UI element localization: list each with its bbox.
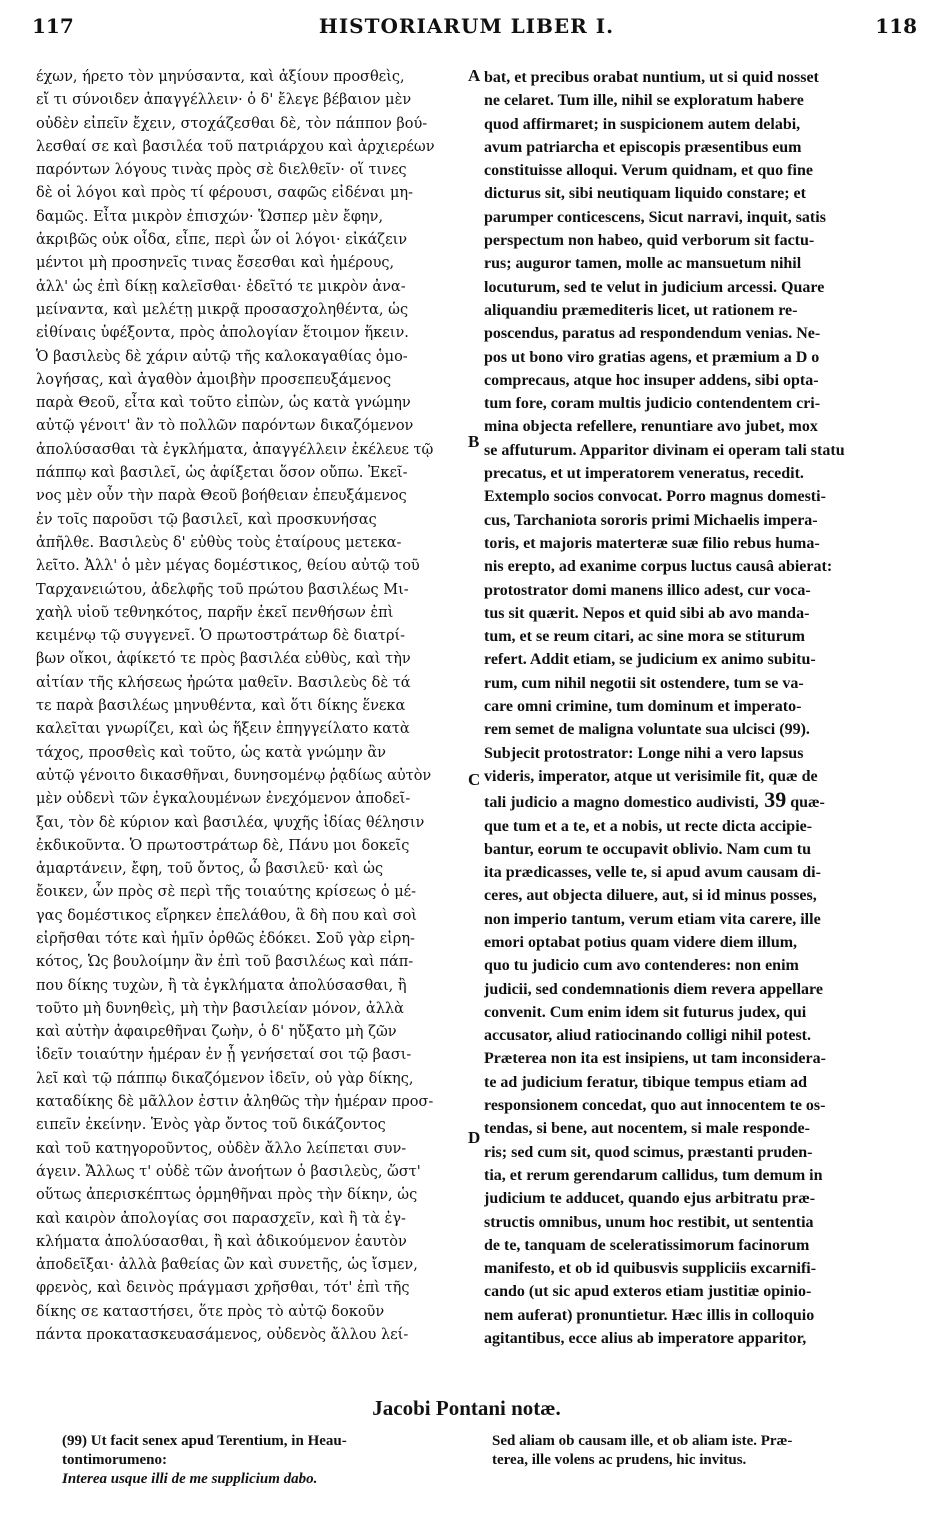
greek-text-line: ἐν τοῖς παροῦσι τῷ βασιλεῖ, καὶ προσκυνήσας [36,511,377,528]
margin-marker-a: A [468,66,481,85]
latin-text-line: quo tu judicio cum avo contenderes: non enim [484,957,799,975]
running-title: HISTORIARUM LIBER I. [318,14,615,38]
latin-text-line: tum, et se reum citari, ac sine mora se stiturum [484,628,805,646]
greek-text-line: φρενὸς, καὶ δεινὸς πράγμασι χρῆσθαι, τότ' ἐπὶ τῆς [36,1280,410,1297]
greek-text-line: παρόντων λόγους τινὰς πρὸς σὲ διελθεῖν· οἵ τινες [36,162,407,179]
greek-text-line: αἰτίαν τῆς κλήσεως ἠρώτα μαθεῖν. Βασιλεὺς δὲ τά [36,674,411,691]
greek-text-line: βων οἴκοι, ἀφίκετό τε πρὸς βασιλέα εὐθὺς, καὶ τὴν [36,651,411,668]
latin-text-line: comprecaus, atque hoc insuper addens, sibi opta- [484,371,819,389]
greek-text-column [36,66,466,1347]
greek-text-line: Ὁ βασιλεὺς δὲ χάριν αὐτῷ τῆς καλοκαγαθίας ὁμο- [36,348,408,365]
page-number-right: 118 [875,14,917,38]
greek-text-line: ἁμαρτάνειν, ἔφη, τοῦ ὄντος, ὦ βασιλεῦ· καὶ ὡς [36,861,384,878]
greek-text-line: καταδίκης δὲ μᾶλλον ἐστιν ἀληθῶς τὴν ἡμέραν προσ- [36,1094,434,1111]
footnote-right [492,1432,912,1470]
latin-text-line: care omni crimine, tum dominum et imperato- [484,698,802,716]
latin-text-line: agitantibus, ecce alius ab imperatore apparitor, [484,1330,807,1348]
greek-text-line: ἐκδικοῦντα. Ὁ πρωτοστράτωρ δὲ, Πάνυ μοι δοκεῖς [36,837,410,854]
latin-text-line: responsionem concedat, quo aut innocentem te os- [484,1097,826,1115]
greek-text-line: λεσθαί σε καὶ βασιλέα τοῦ πατριάρχου καὶ ἀρχιερέων [36,138,435,155]
greek-text-line: λεῖ καὶ τῷ πάππῳ δικαζόμενον ἰδεῖν, οὐ γὰρ δίκης, [36,1070,414,1087]
greek-text-line: λογήσας, καὶ ἀγαθὸν ἀμοιβὴν προσεπευξάμενος [36,371,392,388]
latin-text-line: dicturus sit, sibi neutiquam liquido constare; et [484,185,806,203]
greek-text-line: εἰθίναις ὑφέξοντα, πρὸς ἀπολογίαν ἕτοιμον ἥκειν. [36,325,409,342]
latin-text-line: toris, et majoris materteræ suæ filio rebus huma- [484,534,820,552]
latin-text-line: avum patriarcha et episcopis præsentibus eum [484,138,802,156]
greek-text-line: ξαι, τὸν δὲ κύριον καὶ βασιλέα, ψυχῆς ἰδίας θέλησιν [36,814,425,831]
footnote-line: terea, ille volens ac prudens, hic invitus. [492,1452,747,1468]
greek-text-line: πάντα προκατασκευασάμενος, οὐδενὸς ἄλλου λεί- [36,1327,409,1344]
latin-text-line: constituisse alloqui. Verum quidnam, et quo fine [484,162,813,180]
greek-text-line: δίκης σε καταστήσει, ὅτε πρὸς τὸ αὐτῷ δοκοῦν [36,1303,385,1320]
latin-text-line: mina objecta refellere, renuntiare avo jubet, mox [484,418,818,436]
latin-text-line: tum fore, coram multis judicio contendentem cri- [484,395,821,413]
latin-text-line: que tum et a te, et a nobis, ut recte dicta accipie- [484,817,813,835]
latin-text-line: accusator, aliud ratiocinando colligi nihil potest. [484,1027,811,1045]
latin-text-line: tali judicio a magno domestico audivisti, 39 quæ- [484,788,825,813]
latin-text-line: locuturum, sed te velut in judicium arcessi. Quare [484,278,825,296]
latin-text-line: emori optabat potius quam videre diem illum, [484,933,798,951]
latin-text-line: bantur, eorum te occupavit oblivio. Nam cum tu [484,840,811,858]
latin-text-line: structis omnibus, unum hoc restibit, ut sententia [484,1213,814,1231]
latin-text-line: cando (ut sic apud exteros etiam justitiæ opinio- [484,1283,812,1301]
greek-text-line: παρὰ Θεοῦ, εἶτα καὶ τοῦτο εἰπὼν, ὡς κατὰ γνώμην [36,395,411,412]
latin-text-line: videris, imperator, atque ut verisimile fit, quæ de [484,767,818,785]
latin-text-line: se affuturum. Apparitor divinam ei operam tali statu [484,441,845,459]
latin-text-line: rum, cum nihil negotii sit ostendere, tum se va- [484,674,804,692]
latin-text-line: perspectum non habeo, quid verborum sit factu- [484,232,815,250]
latin-text-line: judicii, sed condemnationis diem revera appellare [484,980,823,998]
latin-text-line: tendas, si bene, aut nocentem, si male responde- [484,1120,810,1138]
greek-text-line: τε παρὰ βασιλέως μηνυθέντα, καὶ ὅτι δίκης ἕνεκα [36,698,406,715]
greek-text-line: οὐδὲν εἰπεῖν ἔχειν, στοχάζεσθαι δὲ, τὸν πάππον βού- [36,115,428,132]
latin-text-line: parumper conticescens, Sicut narravi, inquit, satis [484,208,826,226]
greek-text-line: λεῖτο. Ἀλλ' ὁ μὲν μέγας δομέστικος, θείου αὐτῷ τοῦ [36,558,420,575]
greek-text-line: νος μὲν οὖν τὴν παρὰ Θεοῦ βοήθειαν ἐπευξάμενος [36,488,407,505]
greek-text-line: γας δομέστικος εἴρηκεν ἐπελάθου, ἃ δὴ που καὶ σοὶ [36,907,417,924]
greek-text-line: ἀπῆλθε. Βασιλεὺς δ' εὐθὺς τοὺς ἑταίρους μετεκα- [36,534,402,551]
greek-text-line: δαμῶς. Εἶτα μικρὸν ἐπισχών· Ὥσπερ μὲν ἔφην, [36,208,384,225]
margin-marker-d: D [468,1128,481,1147]
inline-number-suffix: quæ- [786,794,825,812]
greek-text-line: κότος, Ὡς βουλοίμην ἂν ἐπὶ τοῦ βασιλέως καὶ πάπ- [36,954,414,971]
greek-text-line: αὐτῷ γένοιτο δικασθῆναι, δυνησομένῳ ῥᾳδίως αὐτὸν [36,767,432,784]
footnote-left [62,1432,470,1489]
greek-text-line: ειπεῖν ἐκείνην. Ἑνὸς γὰρ ὄντος τοῦ δικάζοντος [36,1117,386,1134]
latin-text-line: pos ut bono viro gratias agens, et præmium a D o [484,348,820,366]
latin-text-line: aliquandiu præmediteris licet, ut rationem re- [484,301,798,319]
latin-text-column [484,66,906,1350]
latin-text-line: ne celaret. Tum ille, nihil se exploratum habere [484,92,804,110]
page-number-left: 117 [32,14,74,38]
greek-text-line: Ταρχανειώτου, ἀδελφῆς τοῦ πρώτου βασιλέως Μι- [36,581,409,598]
latin-text-line: te ad judicium feratur, tibique tempus etiam ad [484,1073,807,1091]
margin-marker-b: B [468,432,480,451]
latin-text-line: Extemplo socios convocat. Porro magnus domesti- [484,488,826,506]
greek-text-line: καὶ τοῦ κατηγοροῦντος, οὐδὲν ἄλλο λείπεται συν- [36,1140,407,1157]
greek-text-line: που δίκης τυχὼν, ἢ τὰ ἐγκλήματα ἀπολύσασθαι, ἢ [36,977,407,994]
latin-text-line: cus, Tarchaniota sororis primi Michaelis impera- [484,511,818,529]
latin-text-line: rus; auguror tamen, molle ac mansuetum nihil [484,255,802,273]
greek-text-line: μέντοι μὴ προσηνεῖς τινας ἔσεσθαι καὶ ἡμέρους, [36,255,395,272]
latin-text-line: de te, tanquam de sceleratissimorum facinorum [484,1236,810,1254]
greek-text-line: μὲν οὐδενὶ τῶν ἐγκαλουμένων ἐνεχόμενον ἀποδεῖ- [36,791,411,808]
latin-text-line: precatus, et ut imperatorem veneratus, recedit. [484,465,804,483]
greek-text-line: ἀποδεῖξαι· ἀλλὰ βαθείας ὢν καὶ συνετῆς, ὡς ἴσμεν, [36,1257,418,1274]
greek-text-line: κλήματα ἀπολύσασθαι, ἢ καὶ ἀδικούμενον ἑαυτὸν [36,1233,407,1250]
greek-text-line: μείναντα, καὶ μελέτῃ μικρᾷ προσασχοληθέντα, ὡς [36,301,409,318]
greek-text-line: πάππῳ καὶ βασιλεῖ, ὡς ἀφίξεται ὅσον οὔπω. Ἐκεῖ- [36,465,408,482]
greek-text-line: τάχος, προσθεὶς καὶ τοῦτο, ὡς κατὰ γνώμην ἂν [36,744,386,761]
footnote-line: Interea usque illi de me supplicium dabo. [62,1471,318,1487]
notes-title: Jacobi Pontani notæ. [372,1396,561,1420]
latin-text-line: protostrator domi manens illico adest, cur voca- [484,581,811,599]
latin-text-line: ris; sed cum sit, quod scimus, præstanti pruden- [484,1143,813,1161]
latin-text-line: non imperio tantum, verum etiam vita carere, ille [484,910,821,928]
greek-text-line: δὲ οἱ λόγοι καὶ πρὸς τί φέρουσι, σαφῶς εἰδέναι μη- [36,185,414,202]
greek-text-line: ἀλλ' ὡς ἐπὶ δίκῃ καλεῖσθαι· ἐδεῖτό τε μικρὸν ἀνα- [36,278,406,295]
latin-text-line: tia, et rerum gerendarum callidus, tum demum in [484,1166,823,1184]
greek-text-line: χαὴλ υἱοῦ τεθνηκότος, παρῆν ἐκεῖ πενθήσων ἐπὶ [36,604,394,621]
greek-text-line: κειμένῳ τῷ συγγενεῖ. Ὁ πρωτοστράτωρ δὲ διατρί- [36,628,406,645]
greek-text-line: οὕτως ἀπερισκέπτως ὁρμηθῆναι πρὸς τὴν δίκην, ὡς [36,1187,418,1204]
greek-text-line: άγειν. Ἄλλως τ' οὐδὲ τῶν ἀνοήτων ὁ βασιλεὺς, ὥστ' [36,1163,421,1180]
greek-text-line: ἀκριβῶς οὐκ οἶδα, εἶπε, περὶ ὧν οἱ λόγοι· εἰκάζειν [36,232,408,249]
latin-text-line: Præterea non ita est insipiens, ut tam inconsidera- [484,1050,826,1068]
latin-text-line: rem semet de maligna voluntate sua ulcisci (99). [484,721,810,739]
latin-text-line: nem auferat) pronuntietur. Hæc illis in colloquio [484,1306,815,1324]
inline-section-number: 39 [758,788,787,813]
latin-text-line: ceres, aut objecta diluere, aut, si id minus posses, [484,887,817,905]
greek-text-line: εἴ τι σύνοιδεν ἀπαγγέλλειν· ὁ δ' ἔλεγε βέβαιον μὲν [36,92,412,109]
footnote-line: Sed aliam ob causam ille, et ob aliam iste. Præ- [492,1433,793,1449]
greek-text-line: εἰρῆσθαι τότε καὶ ἡμῖν ὀρθῶς ἐδόκει. Σοῦ γὰρ εἰρη- [36,930,415,947]
greek-text-line: αὐτῷ γένοιτ' ἂν τὸ πολλῶν παρόντων δικαζόμενον [36,418,414,435]
footnote-line: tontimorumeno: [62,1452,167,1468]
greek-text-line: ἀπολύσασθαι τὰ ἐγκλήματα, ἀπαγγέλλειν ἐκέλευε τῷ [36,441,434,458]
latin-text-line: manifesto, et ob id quibusvis suppliciis excarnifi- [484,1260,817,1278]
greek-text-line: καλεῖται γνωρίζει, καὶ ὡς ἥξειν ἐπηγγείλατο κατὰ [36,721,410,738]
margin-marker-c: C [468,770,481,789]
latin-text-line: ita prædicasses, velle te, si apud avum causam di- [484,864,821,882]
greek-text-line: ἰδεῖν τοιαύτην ἡμέραν ἐν ᾗ γενήσεταί σοι τῷ βασι- [36,1047,412,1064]
latin-text-line: quod affirmaret; in suspicionem autem delabi, [484,115,801,133]
latin-text-line: refert. Addit etiam, se judicium ex animo subitu- [484,651,816,669]
greek-text-line: έχων, ήρετο τὸν μηνύσαντα, καὶ ἀξίουν προσθεὶς, [36,69,405,85]
latin-text-line: tus sit quærit. Nepos et quid sibi ab avo manda- [484,604,810,622]
footnote-line: (99) Ut facit senex apud Terentium, in Heau- [62,1433,347,1449]
latin-text-line: convenit. Cum enim idem sit futurus judex, qui [484,1003,807,1021]
greek-text-line: τοῦτο μὴ δυνηθεὶς, μὴ τὴν βασιλείαν μόνον, ἀλλὰ [36,1000,404,1017]
latin-text-line: bat, et precibus orabat nuntium, ut si quid nosset [484,69,819,86]
page-header [0,14,933,54]
latin-text-line: poscendus, paratus ad respondendum venias. Ne- [484,325,821,343]
greek-text-line: καὶ αὐτὴν ἀφαιρεθῆναι ζωὴν, ὁ δ' ηὔξατο μὴ ζῶν [36,1024,397,1041]
greek-text-line: ἔοικεν, ὧν πρὸς σὲ περὶ τῆς τοιαύτης κρίσεως ὁ μέ- [36,884,417,901]
greek-text-line: καὶ καιρὸν ἀπολογίας σοι παρασχεῖν, καὶ ἢ τὰ ἐγ- [36,1210,406,1227]
latin-text-line: nis erepto, ad exanime corpus luctus causâ abierat: [484,558,833,576]
latin-text-line: Subjecit protostrator: Longe nihi a vero lapsus [484,744,804,762]
latin-text-line: judicium te adducet, quando ejus arbitratu præ- [484,1190,816,1208]
